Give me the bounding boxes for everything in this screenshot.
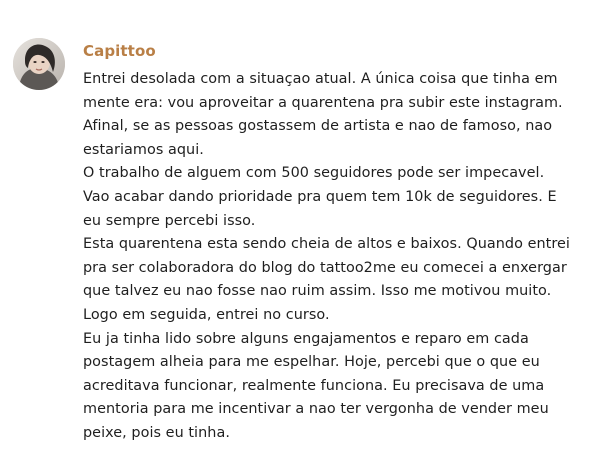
- comment-text-line: Eu ja tinha lido sobre alguns engajamentos e reparo em cada: [83, 330, 529, 347]
- comment-text-line: estariamos aqui.: [83, 141, 204, 158]
- comment-text-line: Afinal, se as pessoas gostassem de artista e nao de famoso, nao: [83, 118, 553, 135]
- comment-text-line: eu sempre percebi isso.: [83, 212, 256, 229]
- user-avatar-photo-icon: [13, 38, 65, 90]
- comment-text-line: postagem alheia para me espelhar. Hoje, percebi que o que eu: [83, 354, 540, 371]
- comment-text-line: Logo em seguida, entrei no curso.: [83, 306, 330, 323]
- comment-text-line: acreditava funcionar, realmente funciona. Eu precisava de uma: [83, 377, 545, 394]
- comment-body: [83, 68, 583, 446]
- comment-text-line: peixe, pois eu tinha.: [83, 424, 230, 441]
- comment-text-line: mente era: vou aproveitar a quarentena pra subir este instagram.: [83, 94, 563, 111]
- comment-text-line: pra ser colaboradora do blog do tattoo2me eu comecei a enxergar: [83, 259, 567, 276]
- comment-text-line: mentoria para me incentivar a nao ter vergonha de vender meu: [83, 401, 549, 418]
- comment-text-line: Entrei desolada com a situaçao atual. A única coisa que tinha em: [83, 71, 558, 87]
- comment-text-line: que talvez eu nao fosse nao ruim assim. Isso me motivou muito.: [83, 283, 552, 300]
- comment-text-line: O trabalho de alguem com 500 seguidores pode ser impecavel.: [83, 165, 545, 182]
- comment-username[interactable]: Capittoo: [83, 42, 156, 60]
- comment-text-line: Vao acabar dando prioridade pra quem tem 10k de seguidores. E: [83, 188, 557, 205]
- comment-text-line: Esta quarentena esta sendo cheia de altos e baixos. Quando entrei: [83, 236, 570, 253]
- avatar[interactable]: [13, 38, 65, 90]
